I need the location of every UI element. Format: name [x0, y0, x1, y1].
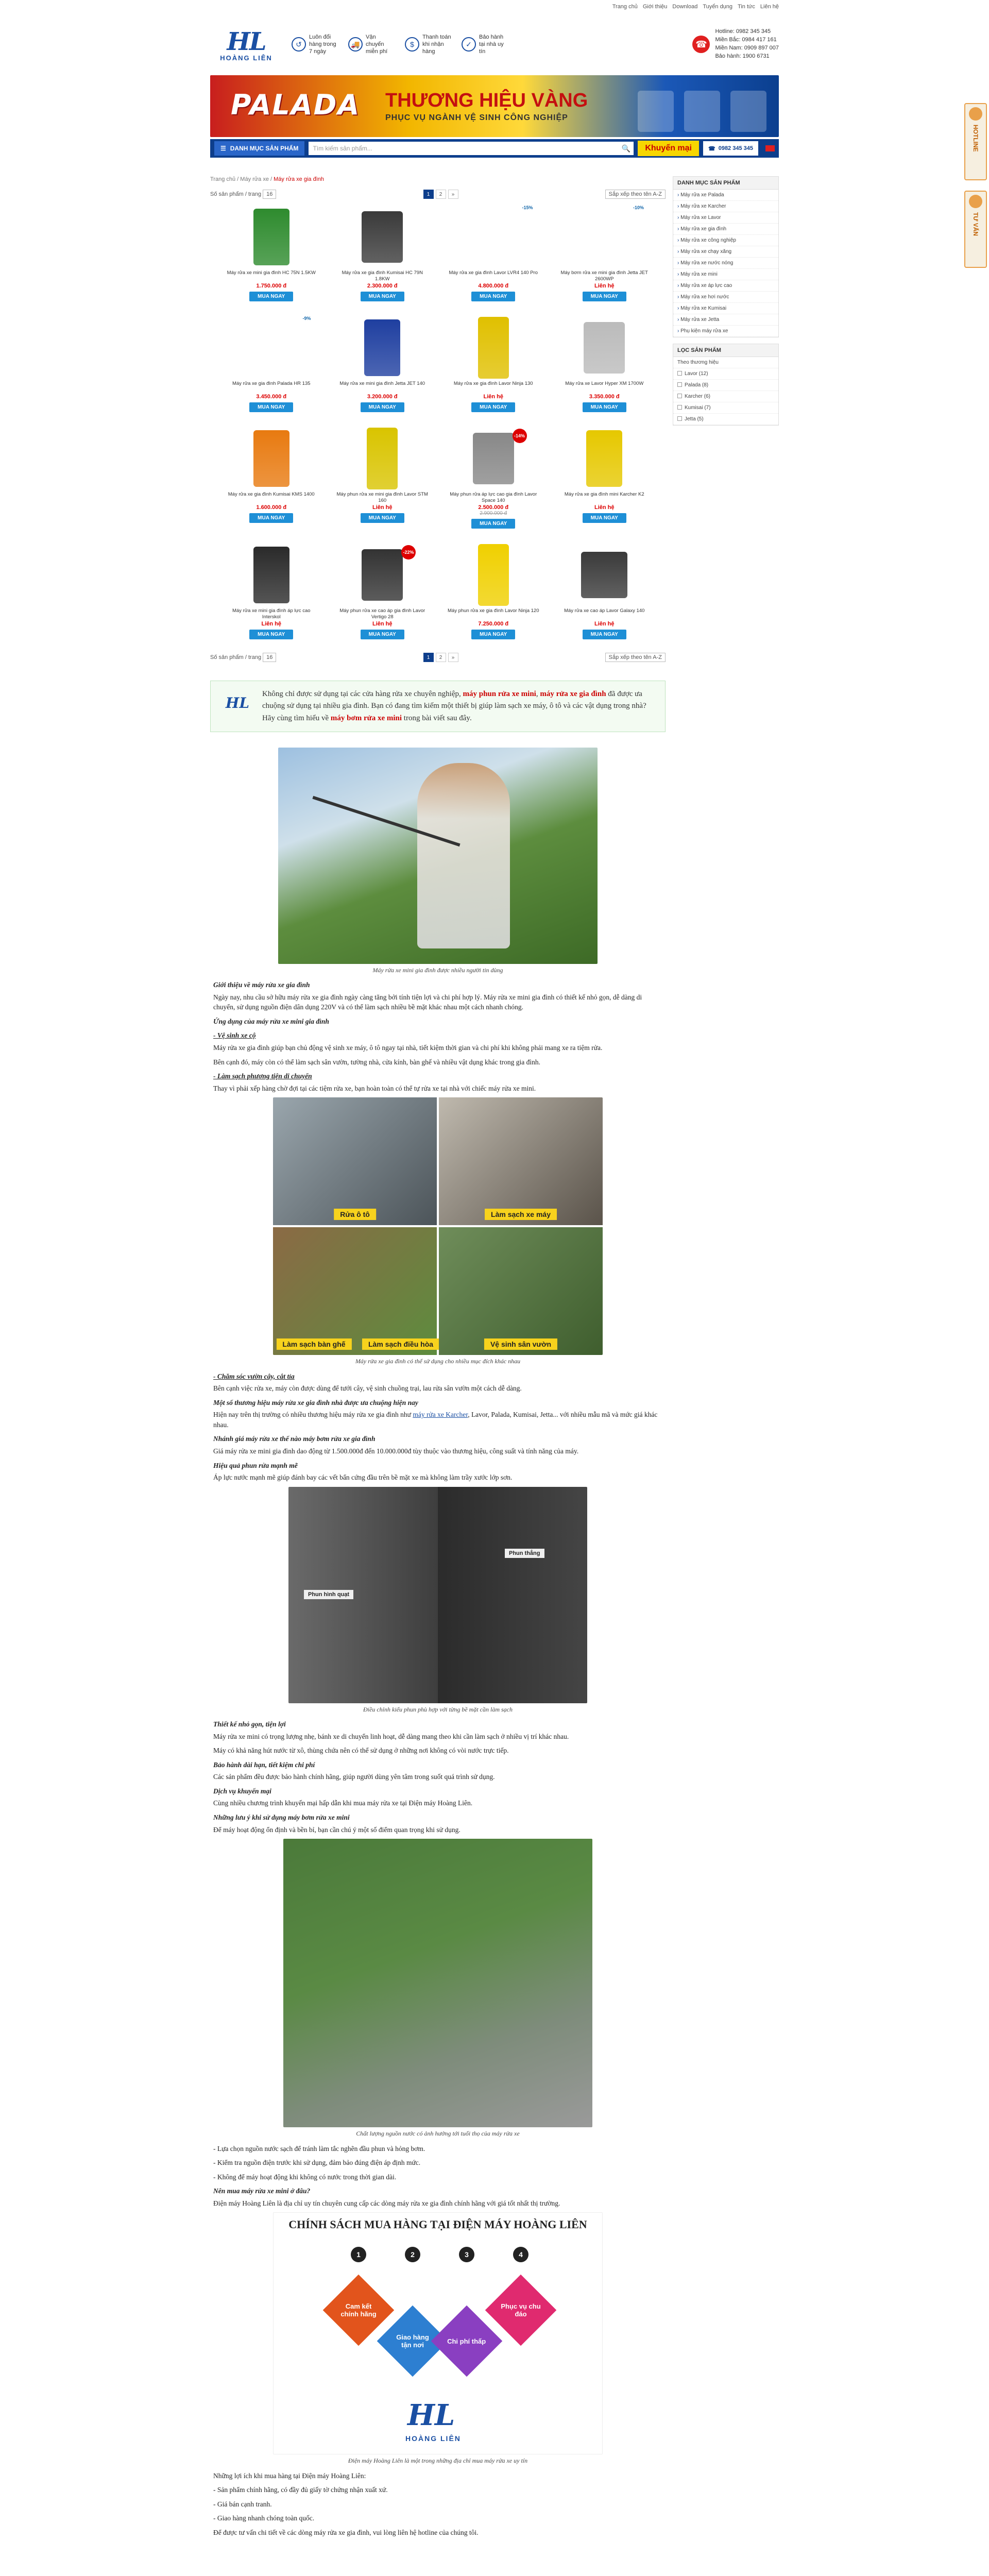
discount-badge: -15% [522, 205, 533, 210]
filter-option[interactable] [673, 402, 778, 414]
usage-collage [273, 1097, 603, 1355]
perk-label: Vận chuyển miễn phí [366, 33, 388, 55]
paragraph: Máy rửa xe gia đình giúp bạn chủ động vệ sinh xe máy, ô tô ngay tại nhà, tiết kiệm thời gian và chi phí khi không phải mang xe ra tiệm rửa. [213, 1043, 603, 1052]
subheading: - Làm sạch phương tiện di chuyển [213, 1072, 312, 1080]
return-icon: ↺ [292, 37, 306, 52]
banner-brand: PALADA [231, 89, 361, 121]
policy-item: Giao hàng tận nơi [377, 2306, 449, 2377]
product-title[interactable]: Máy rửa xe gia đình mini Karcher K2 [564, 492, 644, 497]
sidebar-category-item[interactable]: › Máy rửa xe Jetta [673, 314, 778, 326]
topbar-link[interactable]: Giới thiệu [642, 4, 668, 10]
paragraph: Áp lực nước mạnh mẽ giúp đánh bay các vết bẩn cứng đầu trên bề mặt xe mà không làm trầy xước lớp sơn. [213, 1473, 513, 1482]
banner-machine-image [638, 91, 674, 132]
header [207, 13, 782, 75]
filter-label: Palada (8) [685, 382, 709, 388]
paragraph: Ngày nay, nhu cầu sở hữu máy rửa xe gia đình ngày càng tăng bởi tính tiện lợi và chi phí hợp lý. Máy rửa xe mini gia đình có thiết kế nhỏ gọn, dễ dàng di chuyển, sử dụng nguồn điện dân dụng 220V và có thể làm sạch nhiều bề mặt khác nhau một cách nhanh chóng. [213, 993, 642, 1011]
article [210, 748, 666, 2538]
vietnam-flag-icon[interactable] [765, 145, 775, 151]
paragraph: - Lựa chọn nguồn nước sạch để tránh làm tắc nghẽn đầu phun và hỏng bơm. [213, 2144, 425, 2153]
product-card[interactable] [332, 542, 434, 639]
breadcrumb: Trang chủ / Máy rửa xe / Máy rửa xe gia đình [210, 176, 324, 182]
product-price: Liên hệ [594, 621, 615, 627]
listing-toolbar-bottom [210, 653, 666, 662]
karcher-link[interactable]: máy rửa xe Karcher [413, 1411, 468, 1419]
main-area [207, 176, 782, 2542]
hotline-line: Bảo hành: 1900 6731 [715, 53, 770, 59]
product-card[interactable] [220, 542, 322, 639]
spray-straight-label: Phun thẳng [505, 1549, 544, 1558]
caption: Điều chỉnh kiểu phun phù hợp với từng bề mặt cần làm sạch [363, 1705, 513, 1713]
chat-icon [969, 195, 982, 208]
floating-consult[interactable] [964, 191, 987, 268]
promo-button[interactable]: Khuyến mại [638, 141, 699, 156]
product-card[interactable] [220, 426, 322, 529]
step-number: 2 [405, 2247, 420, 2262]
spray-mode-photo [288, 1487, 587, 1703]
filter-list [673, 357, 778, 425]
product-old-price: 2.900.000 đ [480, 511, 507, 516]
filter-option[interactable] [673, 414, 778, 425]
cash-icon: $ [405, 37, 419, 52]
sidebar-category-item[interactable]: › Máy rửa xe Kumisai [673, 303, 778, 314]
sidebar-category-item[interactable]: › Máy rửa xe mini [673, 269, 778, 280]
paragraph: - Kiểm tra nguồn điện trước khi sử dụng, đảm bảo đúng điện áp định mức. [213, 2159, 421, 2167]
product-price: Liên hệ [594, 283, 615, 289]
product-card[interactable] [332, 204, 434, 301]
product-machine-image [581, 214, 627, 260]
sidebar-category-item[interactable]: › Máy rửa xe công nghiệp [673, 235, 778, 246]
page-size [210, 190, 276, 199]
sidebar-category-item[interactable]: › Máy rửa xe Palada [673, 190, 778, 201]
floating-consult-label: TƯ VẤN [972, 212, 979, 236]
filter-option[interactable] [673, 380, 778, 391]
paragraph: Bên cạnh đó, máy còn có thể làm sạch sân vườn, tường nhà, cửa kính, bàn ghế và nhiều vật dụng khác trong gia đình. [213, 1058, 540, 1066]
nav-phone-number: 0982 345 345 [718, 145, 753, 151]
product-image[interactable] [554, 426, 656, 492]
sidebar-category-item[interactable]: › Máy rửa xe nước nóng [673, 258, 778, 269]
product-title[interactable]: Máy rửa xe gia đình Kumisai HC 79N 1.8KW [342, 270, 423, 282]
product-machine-image [253, 547, 289, 603]
page-next-arrow[interactable]: » [448, 653, 458, 662]
heading: Bảo hành dài hạn, tiết kiệm chi phí [213, 1760, 315, 1769]
search-placeholder: Tìm kiếm sản phẩm... [313, 145, 372, 152]
banner-machine-image [730, 91, 766, 132]
sidebar [673, 176, 779, 2542]
intro-bold: máy bơm rửa xe mini [330, 714, 402, 722]
logo-mark: HL [227, 27, 266, 56]
perk-item [405, 33, 452, 56]
category-menu-label: DANH MỤC SẢN PHẨM [230, 145, 299, 152]
perk-item [292, 33, 339, 56]
product-price: Liên hệ [594, 504, 615, 511]
paragraph: Hiện nay trên thị trường có nhiều thương hiệu máy rửa xe gia đình như máy rửa xe Karcher, Lavor, Palada, Kumisai, Jetta... với nhiều mẫu mã và mức giá khác nhau. [213, 1411, 658, 1429]
buy-now-button[interactable]: MUA NGAY [471, 402, 515, 412]
product-title[interactable]: Máy phun rửa xe cao áp gia đình Lavor Vertigo 28 [339, 608, 425, 620]
paragraph: Điện máy Hoàng Liên là địa chỉ uy tín chuyên cung cấp các dòng máy rửa xe gia đình chính hãng với giá tốt nhất thị trường. [213, 2199, 560, 2207]
sidebar-category-item[interactable]: › Máy rửa xe Karcher [673, 201, 778, 212]
buy-now-button[interactable]: MUA NGAY [361, 292, 404, 301]
paragraph: - Giá bán cạnh tranh. [213, 2500, 272, 2508]
topbar-link[interactable]: Trang chủ [612, 4, 638, 10]
product-title[interactable]: Máy bơm rửa xe mini gia đình Jetta JET 2600WP [560, 270, 648, 282]
filter-checkbox[interactable] [677, 416, 682, 421]
topbar-link[interactable]: Download [672, 4, 698, 10]
paragraph: Thay vì phải xếp hàng chờ đợi tại các tiệm rửa xe, bạn hoàn toàn có thể tự rửa xe tại nhà với chiếc máy rửa xe mini. [213, 1084, 536, 1092]
search-icon[interactable]: 🔍 [621, 144, 631, 152]
floating-hotline-label: HOTLINE [972, 125, 979, 152]
product-image[interactable] [332, 315, 434, 381]
truck-icon: 🚚 [348, 37, 363, 52]
heading: Ứng dụng của máy rửa xe mini gia đình [213, 1017, 329, 1025]
filter-option[interactable] [673, 391, 778, 402]
product-price: 3.200.000 đ [367, 394, 398, 400]
buy-now-button[interactable]: MUA NGAY [249, 292, 293, 301]
caption: Máy rửa xe gia đình có thể sử dụng cho nhiều mục đích khác nhau [355, 1358, 521, 1365]
buy-now-button[interactable]: MUA NGAY [249, 513, 293, 523]
product-image[interactable] [442, 315, 544, 381]
filter-checkbox[interactable] [677, 394, 682, 398]
product-title[interactable]: Máy rửa xe mini gia đình HC 75N 1.5KW [227, 270, 316, 276]
product-machine-image [251, 322, 292, 374]
buy-now-button[interactable]: MUA NGAY [471, 519, 515, 529]
heading: Giới thiệu về máy rửa xe gia đình [213, 981, 310, 989]
page-size-select[interactable]: 16 [263, 190, 276, 199]
filter-checkbox[interactable] [677, 382, 682, 387]
product-title[interactable]: Máy rửa xe gia đình Lavor LVR4 140 Pro [449, 270, 538, 276]
product-image[interactable] [332, 542, 434, 608]
intro-link[interactable]: máy rửa xe gia đình [540, 690, 606, 698]
product-price: Liên hệ [372, 621, 393, 627]
caption: Điện máy Hoàng Liên là một trong những địa chỉ mua máy rửa xe uy tín [348, 2457, 528, 2465]
product-machine-image [478, 317, 509, 379]
policy-item: Chi phí thấp [431, 2306, 503, 2377]
product-machine-image [584, 322, 625, 374]
product-machine-image [362, 211, 403, 263]
buy-now-button[interactable]: MUA NGAY [361, 630, 404, 639]
product-title[interactable]: Máy rửa xe Lavor Hyper XM 1700W [565, 381, 644, 386]
product-image[interactable] [220, 204, 322, 270]
page-size-label: Số sản phẩm / trang [210, 191, 262, 197]
sort-select[interactable]: Sắp xếp theo tên A-Z [605, 653, 666, 662]
heading: Dịch vụ khuyến mại [213, 1787, 271, 1795]
heading: Nên mua máy rửa xe mini ở đâu? [213, 2187, 311, 2195]
discount-badge: -14% [513, 429, 527, 443]
sidebar-category-item[interactable]: › Phụ kiện máy rửa xe [673, 326, 778, 337]
logo-name: HOÀNG LIÊN [220, 54, 272, 62]
category-menu-button[interactable] [214, 141, 304, 156]
product-machine-image [478, 544, 509, 606]
perk-item [348, 33, 396, 56]
intro-link[interactable]: máy phun rửa xe mini [463, 690, 536, 698]
subheading: - Vệ sinh xe cộ [213, 1031, 256, 1040]
article-photo-woman-washing [278, 748, 598, 964]
product-image[interactable] [442, 204, 544, 270]
nav-phone[interactable] [703, 141, 758, 156]
sidebar-category-item[interactable]: › Máy rửa xe hơi nước [673, 292, 778, 303]
product-machine-image [364, 319, 400, 376]
breadcrumb-current: Máy rửa xe gia đình [274, 176, 324, 182]
water-tank-photo [283, 1839, 592, 2127]
product-card[interactable] [554, 315, 656, 412]
paragraph: - Không để máy hoạt động khi không có nước trong thời gian dài. [213, 2173, 397, 2181]
filter-label: Kumisai (7) [685, 405, 711, 411]
discount-badge: -10% [633, 205, 644, 210]
product-title[interactable]: Máy phun rửa áp lực cao gia đình Lavor Space 140 [450, 492, 537, 503]
product-image[interactable] [554, 204, 656, 270]
category-box-title: DANH MỤC SẢN PHẨM [673, 177, 778, 190]
collage-furniture [273, 1227, 437, 1355]
product-card[interactable] [332, 315, 434, 412]
step-number: 4 [513, 2247, 528, 2262]
product-title[interactable]: Máy phun rửa xe mini gia đình Lavor STM 160 [336, 492, 428, 503]
hero-banner[interactable] [210, 75, 779, 137]
perk-label: Bảo hành tại nhà uy tín [479, 33, 504, 55]
breadcrumb-parent[interactable]: Máy rửa xe [240, 176, 269, 182]
buy-now-button[interactable]: MUA NGAY [361, 513, 404, 523]
top-bar [207, 0, 782, 13]
banner-machine-image [684, 91, 720, 132]
page-button-current[interactable]: 1 [423, 653, 434, 662]
product-price: 3.350.000 đ [589, 394, 620, 400]
buy-now-button[interactable]: MUA NGAY [471, 630, 515, 639]
discount-badge: -22% [401, 545, 416, 560]
product-image[interactable] [554, 542, 656, 608]
step-number: 3 [459, 2247, 474, 2262]
heading: Một số thương hiệu máy rửa xe gia đình nhà được ưa chuộng hiện nay [213, 1398, 418, 1406]
floating-hotline[interactable] [964, 103, 987, 180]
buy-now-button[interactable]: MUA NGAY [583, 292, 626, 301]
product-price: Liên hệ [483, 394, 503, 400]
sidebar-category-item[interactable]: › Máy rửa xe Lavor [673, 212, 778, 224]
collage-label: Vệ sinh sân vườn [484, 1338, 557, 1350]
heading: Những lưu ý khi sử dụng máy bơm rửa xe mini [213, 1813, 350, 1821]
product-machine-image [581, 552, 627, 598]
product-price: 2.500.000 đ [478, 504, 509, 511]
phone-icon [969, 107, 982, 121]
product-title[interactable]: Máy rửa xe mini gia đình Jetta JET 140 [339, 381, 425, 386]
buy-now-button[interactable]: MUA NGAY [249, 630, 293, 639]
step-number: 1 [351, 2247, 366, 2262]
paragraph: Máy rửa xe mini có trọng lượng nhẹ, bánh xe di chuyển linh hoạt, dễ dàng mang theo khi cần làm sạch ở nhiều vị trí khác nhau. [213, 1732, 569, 1740]
policy-logo: HL [407, 2398, 455, 2433]
perks [292, 33, 509, 56]
paragraph: Những lợi ích khi mua hàng tại Điện máy Hoàng Liên: [213, 2471, 366, 2480]
product-image[interactable] [220, 426, 322, 492]
intro-box [210, 681, 666, 732]
product-price: Liên hệ [261, 621, 281, 627]
policy-item: Cam kết chính hãng [323, 2275, 395, 2346]
sort-select[interactable]: Sắp xếp theo tên A-Z [605, 190, 666, 199]
sidebar-category-item[interactable]: › Máy rửa xe chạy xăng [673, 246, 778, 258]
topbar-link[interactable]: Liên hệ [760, 4, 779, 10]
check-icon: ✓ [462, 37, 476, 52]
content-column [210, 176, 666, 2542]
product-card[interactable] [442, 542, 544, 639]
paragraph: Để được tư vấn chi tiết về các dòng máy rửa xe gia đình, vui lòng liên hệ hotline của chúng tôi. [213, 2528, 479, 2536]
page-wrapper [207, 0, 782, 2542]
product-price: 2.300.000 đ [367, 283, 398, 289]
product-image[interactable] [442, 426, 544, 492]
heading: Thiết kế nhỏ gọn, tiện lợi [213, 1720, 286, 1728]
buy-now-button[interactable]: MUA NGAY [471, 292, 515, 301]
topbar-link[interactable]: Tuyển dụng [703, 4, 733, 10]
pagination [423, 653, 458, 662]
buy-now-button[interactable]: MUA NGAY [249, 402, 293, 412]
product-card[interactable] [554, 204, 656, 301]
paragraph: Để máy hoạt động ổn định và bền bỉ, bạn cần chú ý một số điểm quan trọng khi sử dụng. [213, 1825, 461, 1834]
policy-title: CHÍNH SÁCH MUA HÀNG TẠI ĐIỆN MÁY HOÀNG LIÊN [288, 2218, 587, 2231]
policy-item: Phục vụ chu đáo [485, 2275, 557, 2346]
banner-subtitle: PHỤC VỤ NGÀNH VỆ SINH CÔNG NGHIỆP [385, 113, 568, 122]
paragraph: Bên cạnh việc rửa xe, máy còn được dùng để tưới cây, vệ sinh chuồng trại, lau rửa sân vườn một cách dễ dàng. [213, 1384, 522, 1393]
hotline-block [692, 28, 779, 61]
collage-label: Làm sạch xe máy [485, 1209, 557, 1220]
buy-now-button[interactable]: MUA NGAY [583, 630, 626, 639]
product-image[interactable] [442, 542, 544, 608]
page-next-arrow[interactable]: » [448, 190, 458, 199]
product-title[interactable]: Máy rửa xe gia đình Lavor Ninja 130 [453, 381, 533, 386]
perk-label: Luôn đổi hàng trong 7 ngày [309, 33, 336, 55]
product-card[interactable] [442, 315, 544, 412]
product-price: 1.750.000 đ [256, 283, 287, 289]
product-image[interactable] [220, 315, 322, 381]
hotline-line: Miền Bắc: 0984 417 161 [715, 37, 777, 43]
menu-icon: ☰ [220, 145, 226, 152]
topbar-link[interactable]: Tin tức [738, 4, 755, 10]
intro-logo-mark: HL [225, 694, 250, 711]
filter-option[interactable] [673, 368, 778, 380]
product-title[interactable]: Máy rửa xe cao áp Lavor Galaxy 140 [564, 608, 645, 614]
page-size-label: Số sản phẩm / trang [210, 654, 262, 660]
product-title[interactable]: Máy rửa xe mini gia đình áp lực cao Interskol [232, 608, 311, 620]
collage-garden [439, 1227, 603, 1355]
collage-label: Làm sạch điều hòa [362, 1338, 439, 1350]
collage-motorbike [439, 1097, 603, 1225]
listing-toolbar-top [210, 190, 666, 199]
product-machine-image [367, 428, 398, 489]
buy-now-button[interactable]: MUA NGAY [583, 402, 626, 412]
product-machine-image [586, 430, 622, 487]
product-card[interactable] [554, 542, 656, 639]
collage-car [273, 1097, 437, 1225]
product-card[interactable] [442, 426, 544, 529]
product-price: Liên hệ [372, 504, 393, 511]
product-title[interactable]: Máy phun rửa xe gia đình Lavor Ninja 120 [448, 608, 539, 614]
phone-icon: ☎ [708, 145, 715, 152]
product-image[interactable] [554, 315, 656, 381]
buy-now-button[interactable]: MUA NGAY [361, 402, 404, 412]
product-grid [210, 204, 666, 639]
product-title[interactable]: Máy rửa xe gia đình Palada HR 135 [232, 381, 311, 386]
spray-fan-label: Phun hình quạt [304, 1590, 353, 1599]
page-button-current[interactable]: 1 [423, 190, 434, 199]
paragraph: - Giao hàng nhanh chóng toàn quốc. [213, 2514, 315, 2522]
paragraph: - Sản phẩm chính hãng, có đầy đủ giấy tờ chứng nhận xuất xứ. [213, 2486, 388, 2494]
product-card[interactable] [554, 426, 656, 529]
sidebar-category-item[interactable]: › Máy rửa xe gia đình [673, 224, 778, 235]
product-machine-image [253, 209, 289, 265]
product-card[interactable] [220, 315, 322, 412]
filter-label: Jetta (5) [685, 416, 704, 422]
collage-label: Làm sạch bàn ghế [276, 1338, 351, 1350]
discount-badge: -9% [302, 316, 311, 321]
page-size-select[interactable]: 16 [263, 653, 276, 662]
product-price: 1.600.000 đ [256, 504, 287, 511]
product-image[interactable] [332, 204, 434, 270]
product-card[interactable] [442, 204, 544, 301]
paragraph: Máy có khả năng hút nước từ xô, thùng chứa nên có thể sử dụng ở những nơi không có vòi nước trực tiếp. [213, 1747, 509, 1755]
page-button-next[interactable]: 2 [436, 190, 446, 199]
perk-label: Thanh toán khi nhận hàng [422, 33, 451, 55]
heading: Nhánh giá máy rửa xe thế nào máy bơm rửa xe gia đình [213, 1435, 376, 1443]
policy-logo-name: HOÀNG LIÊN [405, 2434, 461, 2443]
product-machine-image [362, 549, 403, 601]
heading: Hiệu quả phun rửa mạnh mẽ [213, 1461, 298, 1469]
filter-subtitle: Theo thương hiệu [673, 357, 778, 368]
subheading: - Chăm sóc vườn cây, cắt tỉa [213, 1372, 295, 1380]
product-title[interactable]: Máy rửa xe gia đình Kumisai KMS 1400 [228, 492, 315, 497]
product-machine-image [473, 433, 514, 484]
pagination [423, 190, 458, 199]
product-price: 7.250.000 đ [478, 621, 509, 627]
caption: Máy rửa xe mini gia đình được nhiều người tin dùng [372, 966, 503, 974]
phone-icon: ☎ [692, 36, 710, 53]
hotline-line: Hotline: 0982 345 345 [715, 28, 771, 35]
filter-label: Karcher (6) [685, 394, 711, 399]
buy-now-button[interactable]: MUA NGAY [583, 513, 626, 523]
hotline-line: Miền Nam: 0909 897 007 [715, 45, 779, 51]
perk-item [462, 33, 509, 56]
filter-box [673, 344, 779, 426]
page-button-next[interactable]: 2 [436, 653, 446, 662]
site-logo[interactable] [210, 24, 282, 65]
intro-logo [219, 688, 256, 717]
filter-label: Lavor (12) [685, 371, 708, 377]
product-machine-image [478, 206, 509, 268]
product-card[interactable] [220, 204, 322, 301]
paragraph: Giá máy rửa xe mini gia đình dao động từ 1.500.000đ đến 10.000.000đ tùy thuộc vào thương hiệu, công suất và tính năng của máy. [213, 1447, 579, 1455]
sidebar-category-item[interactable]: › Máy rửa xe áp lực cao [673, 280, 778, 292]
intro-text: Không chỉ được sử dụng tại các cửa hàng rửa xe chuyên nghiệp, máy phun rửa xe mini, máy rửa xe gia đình đã được ưa chuộng sử dụng tại nhiều gia đình. Bạn có đang tìm kiếm một thiết bị giúp làm sạch xe máy, ô tô và các vật dụng trong nhà? Hãy cùng tìm hiểu về máy bơm rửa xe mini trong bài viết sau đây. [262, 690, 646, 722]
main-nav [210, 139, 779, 158]
product-card[interactable] [332, 426, 434, 529]
paragraph: Các sản phẩm đều được bảo hành chính hãng, giúp người dùng yên tâm trong suốt quá trình sử dụng. [213, 1773, 495, 1781]
page-size [210, 653, 276, 662]
hotline-lines [715, 28, 779, 61]
category-list [673, 190, 778, 337]
filter-box-title: LỌC SẢN PHẨM [673, 344, 778, 357]
collage-label: Rửa ô tô [334, 1209, 376, 1220]
category-box [673, 176, 779, 337]
product-machine-image [253, 430, 289, 487]
product-image[interactable] [332, 426, 434, 492]
product-price: 3.450.000 đ [256, 394, 287, 400]
banner-slogan: THƯƠNG HIỆU VÀNG [385, 90, 588, 111]
paragraph: Cùng nhiều chương trình khuyến mại hấp dẫn khi mua máy rửa xe tại Điện máy Hoàng Liên. [213, 1799, 473, 1807]
search-input[interactable] [309, 142, 634, 155]
policy-infographic [273, 2212, 603, 2454]
filter-checkbox[interactable] [677, 405, 682, 410]
product-price: 4.800.000 đ [478, 283, 509, 289]
caption: Chất lượng nguồn nước có ảnh hưởng tới tuổi thọ của máy rửa xe [356, 2130, 520, 2138]
breadcrumb-home[interactable]: Trang chủ [210, 176, 236, 182]
filter-checkbox[interactable] [677, 371, 682, 376]
product-image[interactable] [220, 542, 322, 608]
